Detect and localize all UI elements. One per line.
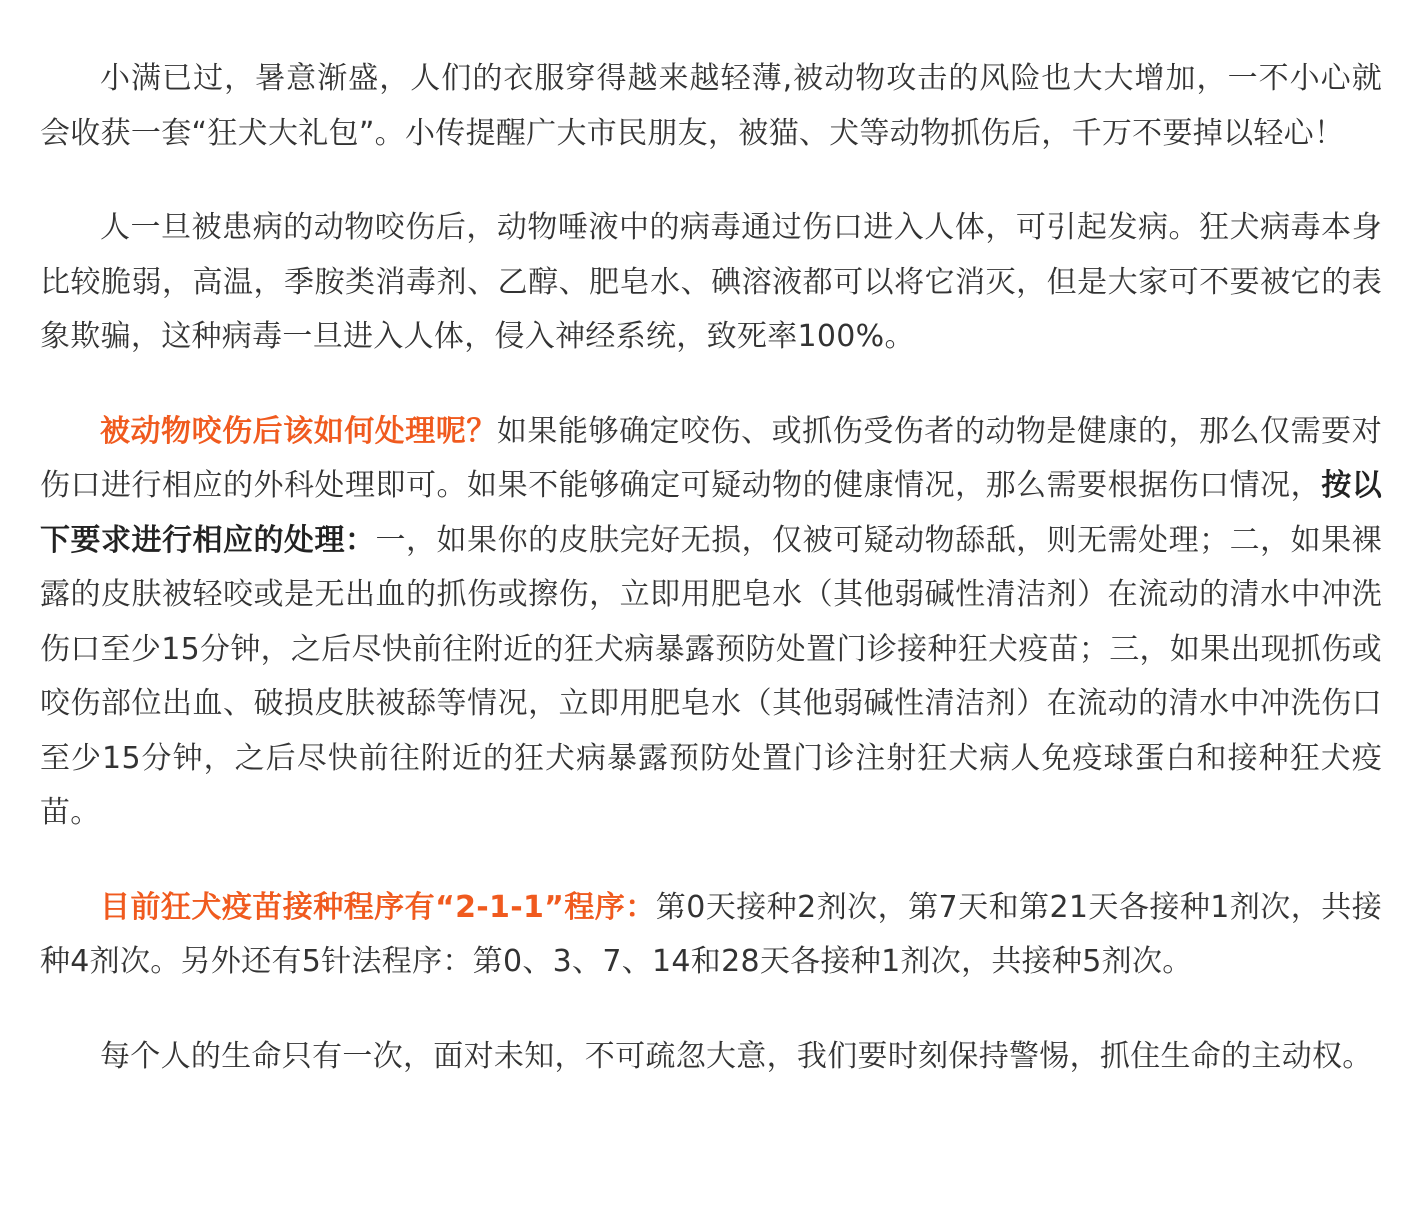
bite-handling-text-2: 一，如果你的皮肤完好无损，仅被可疑动物舔舐，则无需处理；二，如果裸露的皮肤被轻咬或是无出血的抓伤或擦伤，立即用肥皂水（其他弱碱性清洁剂）在流动的清水中冲洗伤口至少15分钟，之后尽快前往附近的狂犬病暴露预防处置门诊接种狂犬疫苗；三，如果出现抓伤或咬伤部位出血、破损皮肤被舔等情况，立即用肥皂水（其他弱碱性清洁剂）在流动的清水中冲洗伤口至少15分钟，之后尽快前往附近的狂犬病暴露预防处置门诊注射狂犬病人免疫球蛋白和接种狂犬疫苗。 — [40, 522, 1382, 830]
paragraph-closing: 每个人的生命只有一次，面对未知，不可疏忽大意，我们要时刻保持警惕，抓住生命的主动权。 — [100, 1038, 1373, 1074]
bite-handling-heading: 被动物咬伤后该如何处理呢？ — [100, 413, 497, 449]
bite-handling-text-1: 如果能够确定咬伤、或抓伤受伤者的动物是健康的，那么仅需要对伤口进行相应的外科处理即可。如果不能够确定可疑动物的健康情况，那么需要根据伤口情况， — [40, 413, 1383, 503]
bite-handling-bold: 按以下要求进行相应的处理： — [40, 468, 1382, 558]
paragraph-vaccine-schedule — [40, 881, 1382, 990]
vaccine-schedule-heading: 目前狂犬疫苗接种程序有“2-1-1”程序： — [100, 889, 656, 925]
paragraph-intro: 小满已过，暑意渐盛，人们的衣服穿得越来越轻薄,被动物攻击的风险也大大增加，一不小心就会收获一套“狂犬大礼包”。小传提醒广大市民朋友，被猫、犬等动物抓伤后，千万不要掉以轻心！ — [40, 61, 1382, 151]
paragraph-virus-info: 人一旦被患病的动物咬伤后，动物唾液中的病毒通过伤口进入人体，可引起发病。狂犬病毒本身比较脆弱，高温，季胺类消毒剂、乙醇、肥皂水、碘溶液都可以将它消灭，但是大家可不要被它的表象欺骗，这种病毒一旦进入人体，侵入神经系统，致死率100%。 — [40, 210, 1382, 354]
vaccine-schedule-text: 第0天接种2剂次，第7天和第21天各接种1剂次，共接种4剂次。另外还有5针法程序：第0、3、7、14和28天各接种1剂次，共接种5剂次。 — [40, 889, 1382, 979]
paragraph-bite-handling — [40, 405, 1382, 841]
